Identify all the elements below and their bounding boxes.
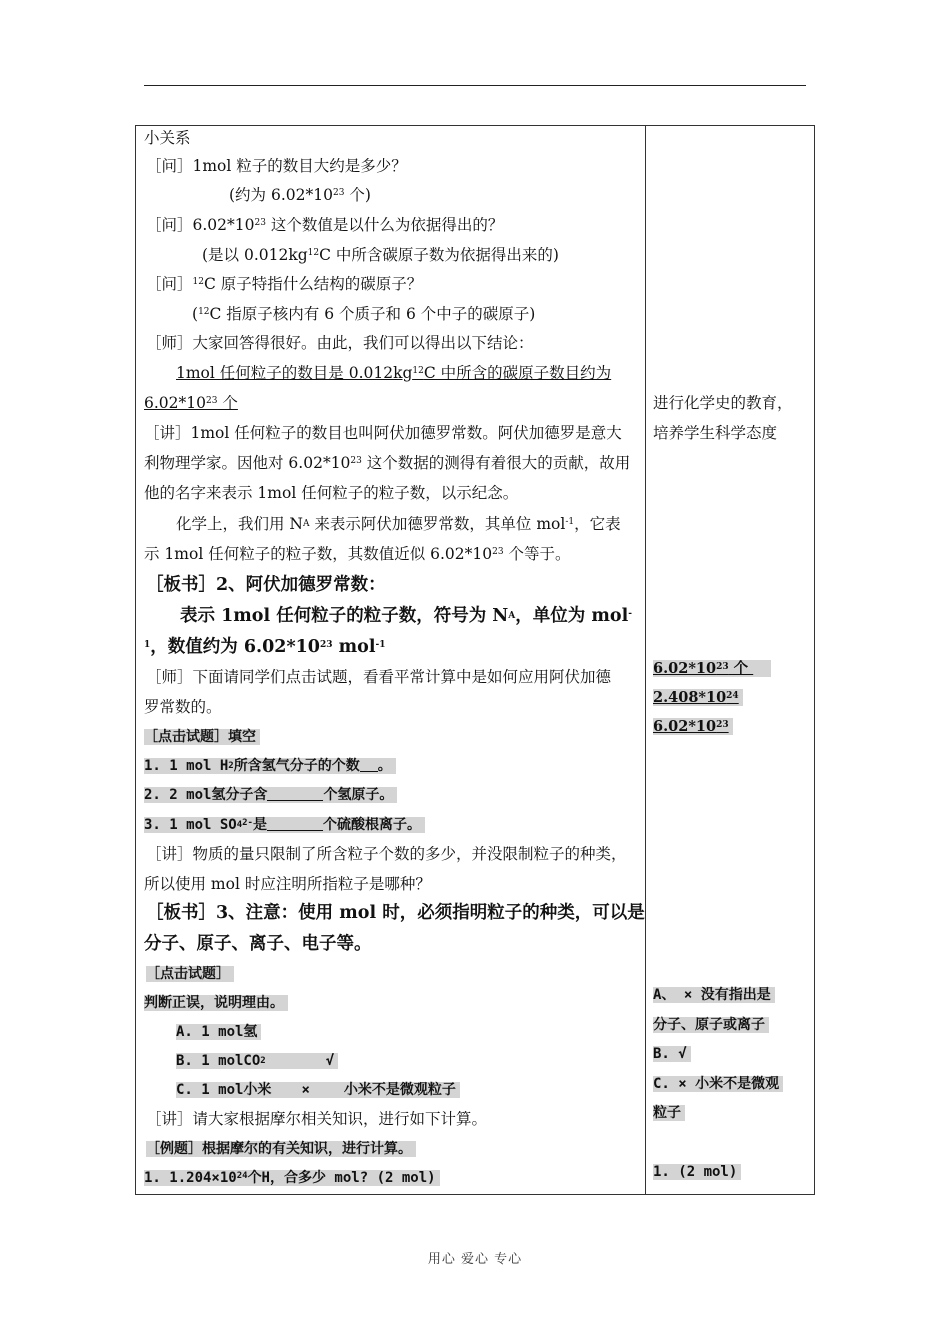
board-text: ［板书］3、注意：使用 mol 时，必须指明粒子的种类，可以是 bbox=[146, 903, 645, 923]
board-heading: ［板书］2、阿伏加德罗常数： bbox=[146, 575, 386, 595]
exercise-item: B. 1 molCO2 √ bbox=[176, 1050, 338, 1072]
answer-1: $6.02*10^{23}$ 个 bbox=[653, 658, 771, 680]
exercise-item: 1. 1 mol H2所含氢气分子的个数 。 bbox=[144, 755, 396, 777]
question: ［问$]6.02*10^{23}$ 这个数值是以什么为依据得出的？ bbox=[146, 216, 504, 234]
example-answer: 1. (2 mol) bbox=[653, 1161, 741, 1183]
exercise-item: A. 1 mol氢 bbox=[176, 1021, 261, 1043]
board-text: 分子、原子、离子、电子等。 bbox=[144, 934, 372, 954]
question: ［问］1mol 粒子的数目大约是多少？ bbox=[146, 157, 407, 175]
teacher-remark: ［师］大家回答得很好。由此，我们可以得出以下结论： bbox=[146, 334, 534, 352]
lecture: ［讲］请大家根据摩尔相关知识，进行如下计算。 bbox=[146, 1110, 488, 1128]
question: ［问］$^{12}$C 原子特指什么结构的碳原子？ bbox=[146, 275, 423, 293]
exercise-item: 3. 1 mol $SO4^{2-}$是 个硫酸根离子。 bbox=[144, 814, 425, 836]
teacher-remark: ［师］下面请同学们点击试题，看看平常计算中是如何应用阿伏加德 bbox=[146, 668, 612, 686]
lecture: ［讲］物质的量只限制了所含粒子个数的多少，并没限制粒子的种类， bbox=[146, 845, 627, 863]
example-item: 1. $1.204\times 10^{24}$个H，合多少 mol? (2 mol) bbox=[144, 1167, 440, 1189]
answer-2: $2.408*10^{24}$ bbox=[653, 687, 743, 709]
conclusion: $6.02*10^{23}$ 个 bbox=[144, 394, 238, 412]
teacher-remark: 罗常数的。 bbox=[144, 698, 222, 716]
exercise-prompt: 判断正误，说明理由。 bbox=[144, 992, 288, 1014]
lecture: 他的名字来表示 1mol 任何粒子的粒子数，以示纪念。 bbox=[144, 484, 519, 502]
judgement-answer: C. × 小米不是微观 bbox=[653, 1073, 783, 1095]
teaching-note: 培养学生科学态度 bbox=[653, 424, 778, 442]
page-footer: 用心 爱心 专心 bbox=[427, 1252, 523, 1267]
column-divider bbox=[645, 125, 646, 1195]
text-line: 小关系 bbox=[144, 129, 191, 147]
board-text: 表示 1mol 任何粒子的粒子数，符号为 NA，单位为 mol- bbox=[180, 606, 632, 626]
conclusion: 1mol 任何粒子的数目是 $0.012kg^{12}C$ 中所含的碳原子数目约为 bbox=[176, 364, 612, 382]
board-text: $^1$，数值约为 $6.02*10^{23}$ mol$^{-1}$ bbox=[144, 637, 386, 657]
judgement-answer: 分子、原子或离子 bbox=[653, 1014, 769, 1036]
header-rule bbox=[144, 85, 806, 86]
lecture: 利物理学家。因他对 $6.02*10^{23}$ 这个数据的测得有着很大的贡献，故用 bbox=[144, 454, 631, 472]
lecture: 示 1mol 任何粒子的粒子数，其数值近似 $6.02*10^{23}$ 个等于。 bbox=[144, 545, 571, 563]
answer: (约为 $6.02*10^{23}$ 个) bbox=[229, 186, 371, 204]
lecture: 所以使用 mol 时应注明所指粒子是哪种？ bbox=[144, 875, 431, 893]
answer: (是以 $0.012kg^{12}C$ 中所含碳原子数为依据得出来的) bbox=[202, 246, 559, 264]
judgement-answer: B. √ bbox=[653, 1043, 691, 1065]
exercise-title: ［点击试题］ bbox=[146, 963, 234, 985]
lecture: 化学上，我们用 NA 来表示阿伏加德罗常数，其单位 mol$^{-1}$，它表 bbox=[176, 515, 621, 533]
example-title: ［例题］根据摩尔的有关知识，进行计算。 bbox=[146, 1138, 416, 1160]
exercise-title: ［点击试题］填空 bbox=[144, 726, 260, 748]
answer: ($^{12}$C 指原子核内有 6 个质子和 6 个中子的碳原子) bbox=[192, 305, 536, 323]
judgement-answer: A、 × 没有指出是 bbox=[653, 984, 775, 1006]
teaching-note: 进行化学史的教育， bbox=[653, 394, 793, 412]
exercise-item: 2. 2 mol氢分子含 个氢原子。 bbox=[144, 784, 397, 806]
exercise-item: C. 1 mol小米 × 小米不是微观粒子 bbox=[176, 1079, 460, 1101]
judgement-answer: 粒子 bbox=[653, 1102, 685, 1124]
lecture: ［讲］1mol 任何粒子的数目也叫阿伏加德罗常数。阿伏加德罗是意大 bbox=[144, 424, 622, 442]
answer-3: $6.02*10^{23}$ bbox=[653, 716, 733, 738]
